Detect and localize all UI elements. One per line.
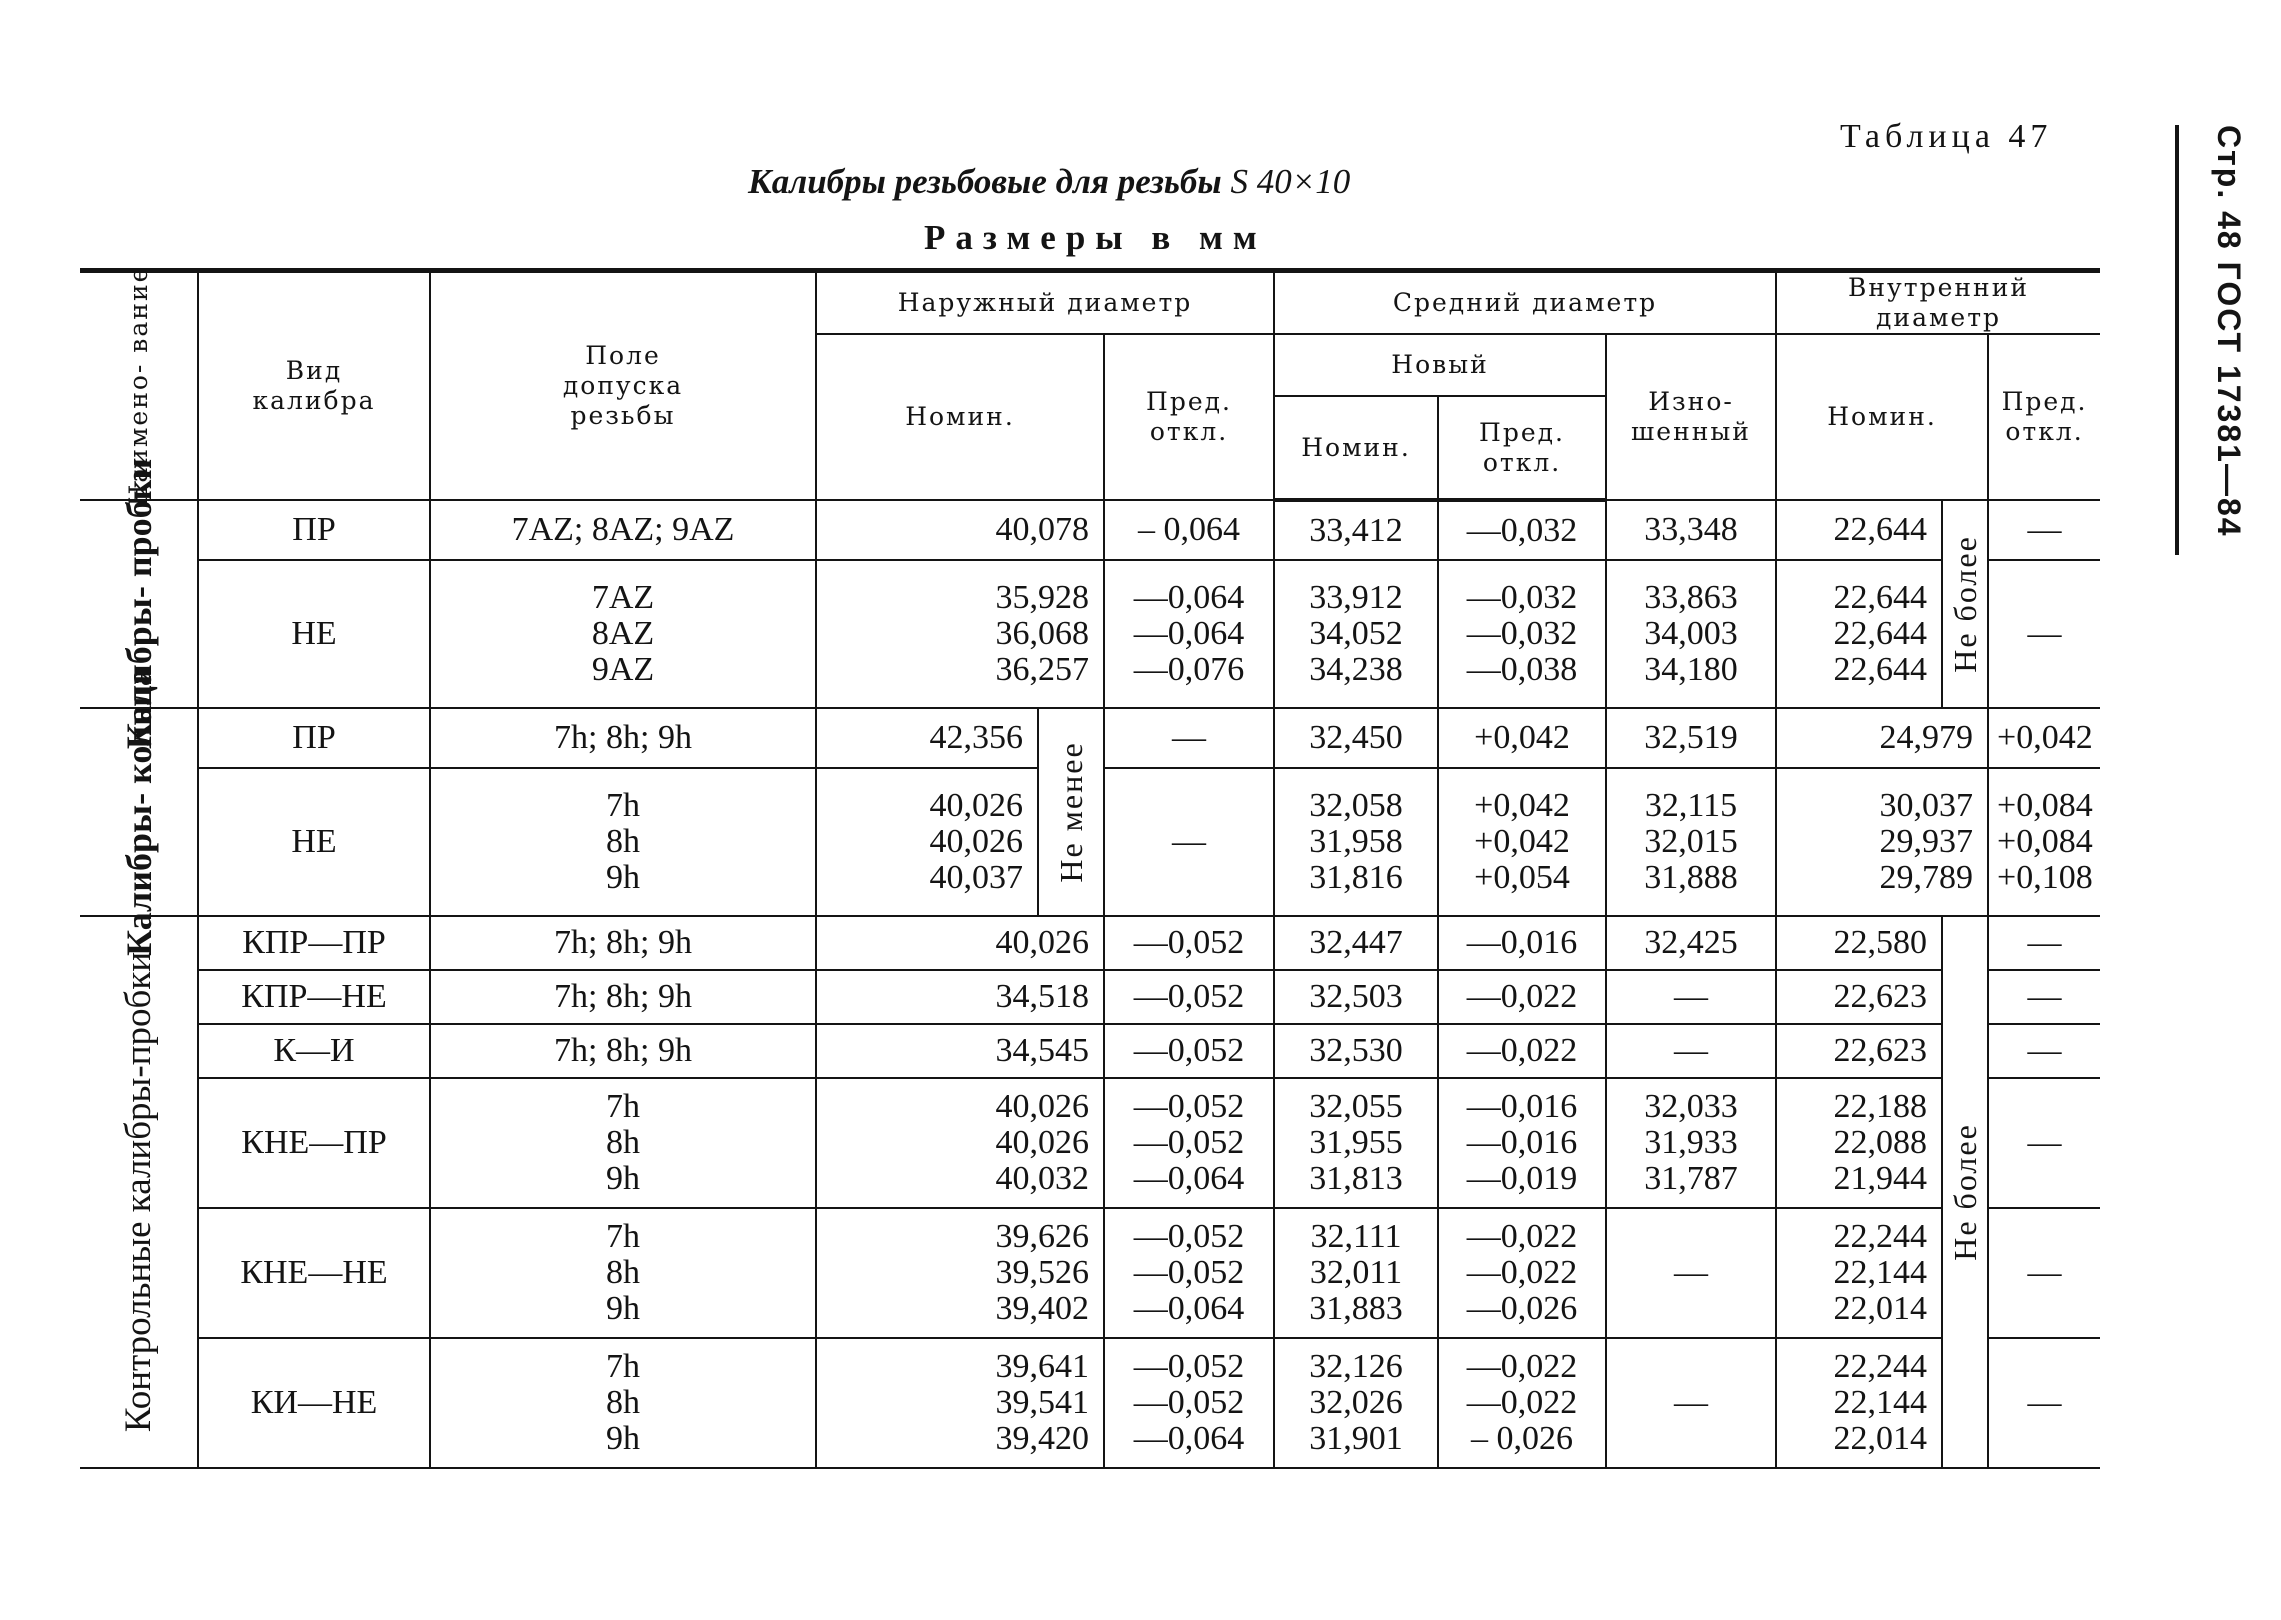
inner-nominal: 22,580	[1776, 916, 1942, 970]
mean-nominal: 32,055 31,955 31,813	[1274, 1078, 1438, 1208]
note-not-less: Не менее	[1038, 708, 1104, 916]
worn-value: 32,033 31,933 31,787	[1606, 1078, 1776, 1208]
tolerance-field: 7h 8h 9h	[430, 768, 816, 916]
thread-designation: S 40×10	[1230, 162, 1351, 201]
header-name: Наимено- вание	[80, 271, 198, 501]
inner-nominal: 22,644	[1776, 500, 1942, 560]
inner-deviation: —	[1988, 1208, 2100, 1338]
table-title	[748, 162, 1350, 202]
table-row	[80, 1024, 2100, 1078]
outer-deviation: —	[1104, 768, 1274, 916]
mean-deviation: —0,032	[1438, 500, 1606, 560]
header-outer-deviation: Пред. откл.	[1104, 334, 1274, 500]
worn-value: —	[1606, 970, 1776, 1024]
gauge-type: НЕ	[198, 768, 430, 916]
outer-deviation: – 0,064	[1104, 500, 1274, 560]
table-row	[80, 970, 2100, 1024]
page-side-code	[2175, 125, 2247, 555]
tolerance-field: 7AZ; 8AZ; 9AZ	[430, 500, 816, 560]
gauge-table	[80, 265, 2100, 1469]
header-inner-nominal: Номин.	[1776, 334, 1988, 500]
inner-nominal: 22,188 22,088 21,944	[1776, 1078, 1942, 1208]
table-number: Таблица 47	[1840, 118, 2053, 155]
inner-nominal: 22,644 22,644 22,644	[1776, 560, 1942, 708]
mean-nominal: 32,058 31,958 31,816	[1274, 768, 1438, 916]
outer-nominal: 42,356	[816, 708, 1038, 768]
inner-nominal: 22,623	[1776, 970, 1942, 1024]
table-row	[80, 560, 2100, 708]
outer-nominal: 40,026 40,026 40,037	[816, 768, 1038, 916]
tolerance-field: 7h 8h 9h	[430, 1208, 816, 1338]
outer-deviation: —0,052 —0,052 —0,064	[1104, 1338, 1274, 1468]
mean-deviation: —0,016 —0,016 —0,019	[1438, 1078, 1606, 1208]
inner-deviation: +0,084 +0,084 +0,108	[1988, 768, 2100, 916]
mean-deviation: —0,022 —0,022 – 0,026	[1438, 1338, 1606, 1468]
outer-nominal: 34,545	[816, 1024, 1104, 1078]
header-inner-diameter: Внутренний диаметр	[1776, 271, 2100, 335]
table-row	[80, 1078, 2100, 1208]
outer-deviation: —0,052 —0,052 —0,064	[1104, 1078, 1274, 1208]
worn-value: 32,425	[1606, 916, 1776, 970]
mean-deviation: —0,022	[1438, 970, 1606, 1024]
inner-deviation: —	[1988, 1078, 2100, 1208]
mean-deviation: —0,022 —0,022 —0,026	[1438, 1208, 1606, 1338]
mean-deviation: +0,042	[1438, 708, 1606, 768]
table-row	[80, 1208, 2100, 1338]
outer-nominal: 40,078	[816, 500, 1104, 560]
table-row	[80, 708, 2100, 768]
inner-nominal: 30,037 29,937 29,789	[1776, 768, 1988, 916]
header-mean-diameter: Средний диаметр	[1274, 271, 1776, 335]
standard-code: Стр. 48 ГОСТ 17381—84	[2211, 125, 2247, 538]
units-caption: Размеры в мм	[924, 218, 1267, 257]
tolerance-field: 7AZ 8AZ 9AZ	[430, 560, 816, 708]
mean-deviation: +0,042 +0,042 +0,054	[1438, 768, 1606, 916]
inner-deviation: —	[1988, 560, 2100, 708]
mean-nominal: 32,447	[1274, 916, 1438, 970]
outer-deviation: —0,052	[1104, 1024, 1274, 1078]
outer-nominal: 35,928 36,068 36,257	[816, 560, 1104, 708]
inner-deviation: —	[1988, 500, 2100, 560]
note-not-more: Не более	[1942, 916, 1988, 1468]
mean-nominal: 33,912 34,052 34,238	[1274, 560, 1438, 708]
inner-nominal: 22,244 22,144 22,014	[1776, 1338, 1942, 1468]
tolerance-field: 7h; 8h; 9h	[430, 916, 816, 970]
header-mean-deviation: Пред. откл.	[1438, 396, 1606, 500]
tolerance-field: 7h; 8h; 9h	[430, 708, 816, 768]
inner-nominal: 24,979	[1776, 708, 1988, 768]
outer-deviation: —0,052 —0,052 —0,064	[1104, 1208, 1274, 1338]
outer-deviation: —	[1104, 708, 1274, 768]
gauge-type: НЕ	[198, 560, 430, 708]
table-row	[80, 500, 2100, 560]
worn-value: —	[1606, 1024, 1776, 1078]
gauge-type: ПР	[198, 708, 430, 768]
inner-nominal: 22,623	[1776, 1024, 1942, 1078]
gauge-type: К—И	[198, 1024, 430, 1078]
mean-nominal: 32,530	[1274, 1024, 1438, 1078]
header-inner-deviation: Пред. откл.	[1988, 334, 2100, 500]
tolerance-field: 7h 8h 9h	[430, 1338, 816, 1468]
inner-deviation: +0,042	[1988, 708, 2100, 768]
mean-deviation: —0,032 —0,032 —0,038	[1438, 560, 1606, 708]
table-row	[80, 916, 2100, 970]
worn-value: 32,519	[1606, 708, 1776, 768]
inner-deviation: —	[1988, 916, 2100, 970]
gauge-type: КПР—НЕ	[198, 970, 430, 1024]
worn-value: —	[1606, 1208, 1776, 1338]
tolerance-field: 7h 8h 9h	[430, 1078, 816, 1208]
outer-nominal: 34,518	[816, 970, 1104, 1024]
mean-nominal: 32,503	[1274, 970, 1438, 1024]
header-mean-nominal: Номин.	[1274, 396, 1438, 500]
gauge-type: ПР	[198, 500, 430, 560]
outer-nominal: 39,641 39,541 39,420	[816, 1338, 1104, 1468]
header-outer-nominal: Номин.	[816, 334, 1104, 500]
worn-value: 33,863 34,003 34,180	[1606, 560, 1776, 708]
tolerance-field: 7h; 8h; 9h	[430, 1024, 816, 1078]
gauge-type: КПР—ПР	[198, 916, 430, 970]
header-worn: Изно- шенный	[1606, 334, 1776, 500]
outer-deviation: —0,052	[1104, 916, 1274, 970]
header-new: Новый	[1274, 334, 1606, 396]
mean-deviation: —0,016	[1438, 916, 1606, 970]
mean-nominal: 32,111 32,011 31,883	[1274, 1208, 1438, 1338]
header-gauge-type: Вид калибра	[198, 271, 430, 501]
outer-deviation: —0,052	[1104, 970, 1274, 1024]
gauge-type: КНЕ—НЕ	[198, 1208, 430, 1338]
header-tolerance-field: Поле допуска резьбы	[430, 271, 816, 501]
gauge-type: КНЕ—ПР	[198, 1078, 430, 1208]
tolerance-field: 7h; 8h; 9h	[430, 970, 816, 1024]
gauge-type: КИ—НЕ	[198, 1338, 430, 1468]
outer-nominal: 40,026	[816, 916, 1104, 970]
table-row	[80, 1338, 2100, 1468]
inner-deviation: —	[1988, 970, 2100, 1024]
group-rings: Калибры- кольца	[80, 708, 198, 916]
inner-nominal: 22,244 22,144 22,014	[1776, 1208, 1942, 1338]
worn-value: 32,115 32,015 31,888	[1606, 768, 1776, 916]
header-outer-diameter: Наружный диаметр	[816, 271, 1274, 335]
inner-deviation: —	[1988, 1338, 2100, 1468]
title-prefix: Калибры резьбовые для резьбы	[748, 162, 1231, 201]
outer-deviation: —0,064 —0,064 —0,076	[1104, 560, 1274, 708]
mean-nominal: 32,126 32,026 31,901	[1274, 1338, 1438, 1468]
outer-nominal: 40,026 40,026 40,032	[816, 1078, 1104, 1208]
mean-deviation: —0,022	[1438, 1024, 1606, 1078]
outer-nominal: 39,626 39,526 39,402	[816, 1208, 1104, 1338]
worn-value: —	[1606, 1338, 1776, 1468]
group-plugs: Калибры- пробки	[80, 500, 198, 708]
group-control-plugs: Контрольные калибры-пробки	[80, 916, 198, 1468]
inner-deviation: —	[1988, 1024, 2100, 1078]
note-not-more: Не более	[1942, 500, 1988, 708]
mean-nominal: 33,412	[1274, 500, 1438, 560]
worn-value: 33,348	[1606, 500, 1776, 560]
mean-nominal: 32,450	[1274, 708, 1438, 768]
